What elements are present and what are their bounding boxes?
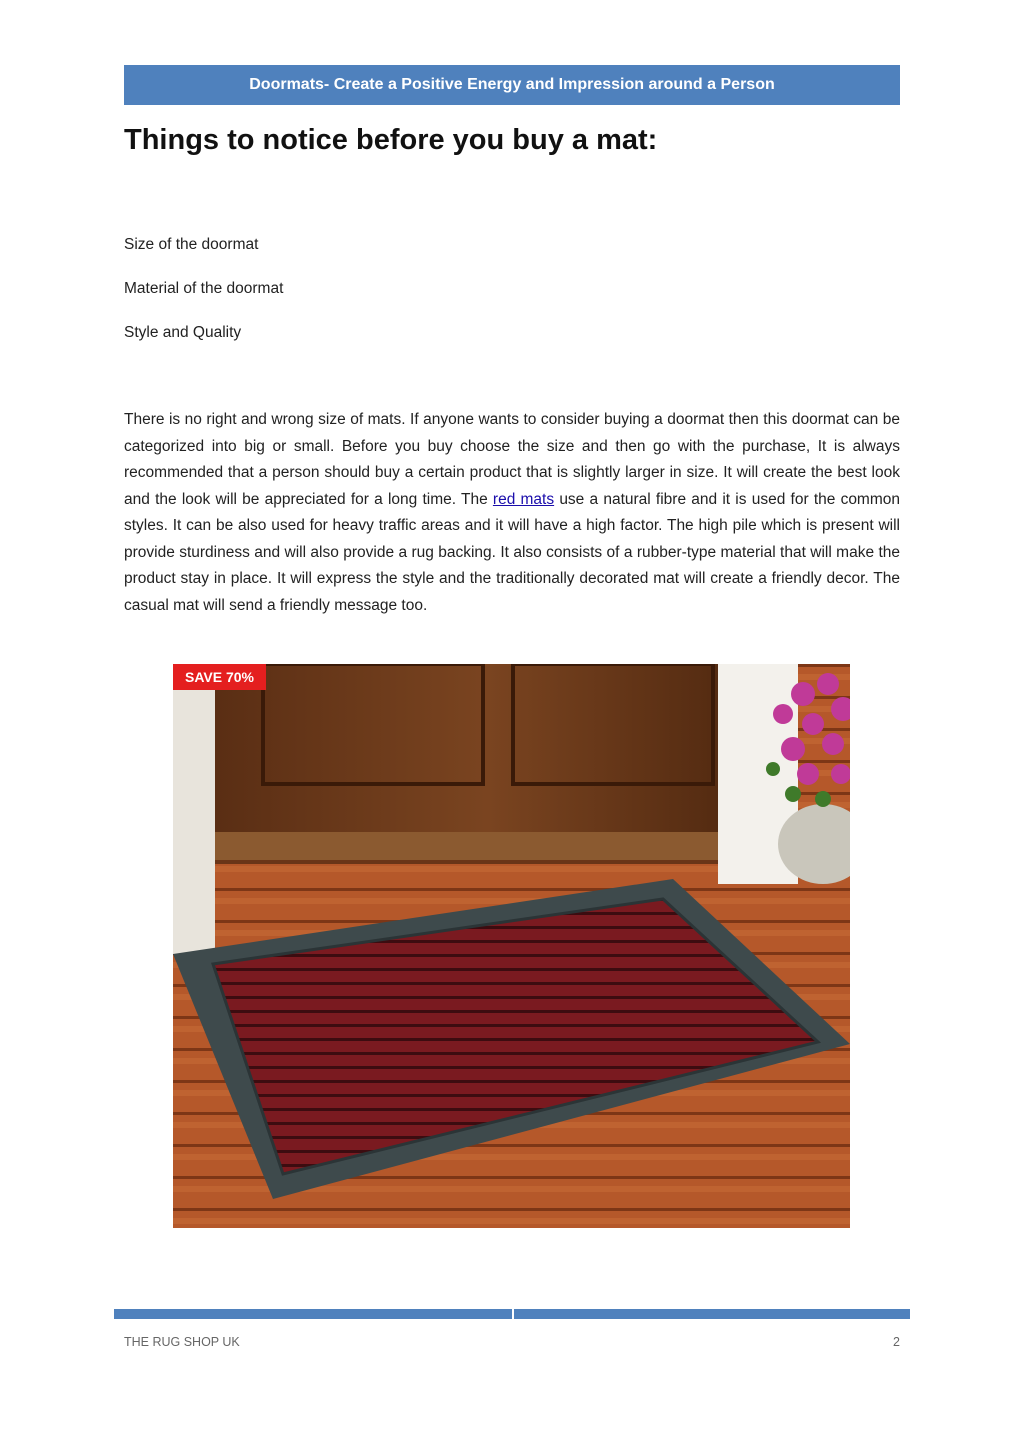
doormat-photo xyxy=(173,664,850,1228)
red-mats-link[interactable]: red mats xyxy=(492,490,555,508)
list-item-material: Material of the doormat xyxy=(124,280,284,297)
footer-company: THE RUG SHOP UK xyxy=(124,1335,240,1349)
footer-divider-left xyxy=(114,1309,512,1319)
footer-divider-right xyxy=(514,1309,910,1319)
page-title: Things to notice before you buy a mat: xyxy=(124,124,658,156)
header-title: Doormats- Create a Positive Energy and Impression around a Person xyxy=(249,76,775,93)
page-number: 2 xyxy=(893,1335,900,1349)
list-item-size: Size of the doormat xyxy=(124,236,259,253)
paragraph-text-after: use a natural fibre and it is used for the common styles. It can be also used for heavy traffic areas and it will have a high factor. The high pile which is present will provide sturdiness and will also provide a rug backing. It also consists of a rubber-type material that will make the product stay in place. It will express the style and the traditionally decorated mat will create a friendly decor. The casual mat will send a friendly message too. xyxy=(124,490,901,614)
paragraph-text-before: There is no right and wrong size of mats. If anyone wants to consider buying a doormat then this doormat can be categorized into big or small. Before you buy choose the size and then go with the purchase, It is always recommended that a person should buy a certain product that is slightly larger in size. It will create the best look and the look will be appreciated for a long time. The xyxy=(124,411,900,508)
body-paragraph xyxy=(124,407,900,619)
doormat-illustration xyxy=(173,664,850,1228)
save-badge: SAVE 70% xyxy=(173,664,266,690)
list-item-style: Style and Quality xyxy=(124,324,242,341)
header-bar xyxy=(124,65,900,105)
